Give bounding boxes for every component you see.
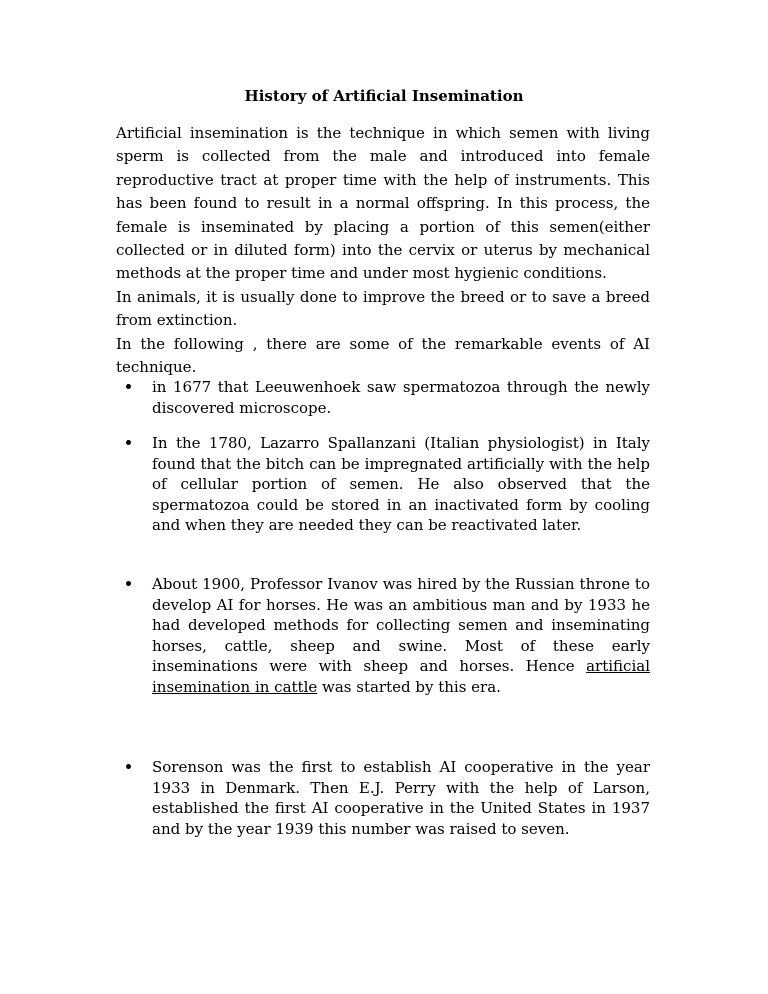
- bullet-icon: [126, 384, 131, 389]
- bullet-text: In the 1780, Lazarro Spallanzani (Italian physiologist) in Italy found that the bitch can be impregnated artificially with the help of cellular portion of semen. He also observed that the spermatozoa could be stored in an inactivated form by cooling and when they are needed they can be reactivated later.: [152, 434, 650, 534]
- paragraph-definition: Artificial insemination is the technique in which semen with living sperm is collected from the male and introduced into female reproductive tract at proper time with the help of instruments. This has been found to result in a normal offspring. In this process, the female is inseminated by placing a portion of this semen(either collected or in diluted form) into the cervix or uterus by mechanical methods at the proper time and under most hygienic conditions.: [116, 124, 650, 283]
- artificial-insemination-cattle-link[interactable]: artificial insemination in cattle: [152, 657, 650, 696]
- bullet-text: in 1677 that Leeuwenhoek saw spermatozoa through the newly discovered microscope.: [152, 378, 650, 417]
- paragraph-purpose: In animals, it is usually done to improve the breed or to save a breed from extinction.: [116, 287, 650, 330]
- document-title: History of Artificial Insemination: [244, 87, 524, 105]
- bullet-icon: [126, 581, 131, 586]
- paragraph-events-intro: In the following , there are some of the remarkable events of AI technique.: [116, 334, 650, 377]
- bullet-text: Sorenson was the first to establish AI cooperative in the year 1933 in Denmark. Then E.J. Perry with the help of Larson, established the first AI cooperative in the United States in 1937 and by the year 1939 this number was raised to seven.: [152, 758, 650, 838]
- intro-text: [116, 122, 650, 379]
- bullet-text-before: About 1900, Professor Ivanov was hired by the Russian throne to develop AI for horses. He was an ambitious man and by 1933 he had developed methods for collecting semen and inseminating horses, cattle, sheep and swine. Most of these early inseminations were with sheep and horses. Hence: [152, 575, 650, 675]
- bullet-text-after: was started by this era.: [317, 677, 501, 696]
- bullet-icon: [126, 764, 131, 769]
- bullet-text: [152, 574, 650, 697]
- bullet-icon: [126, 440, 131, 445]
